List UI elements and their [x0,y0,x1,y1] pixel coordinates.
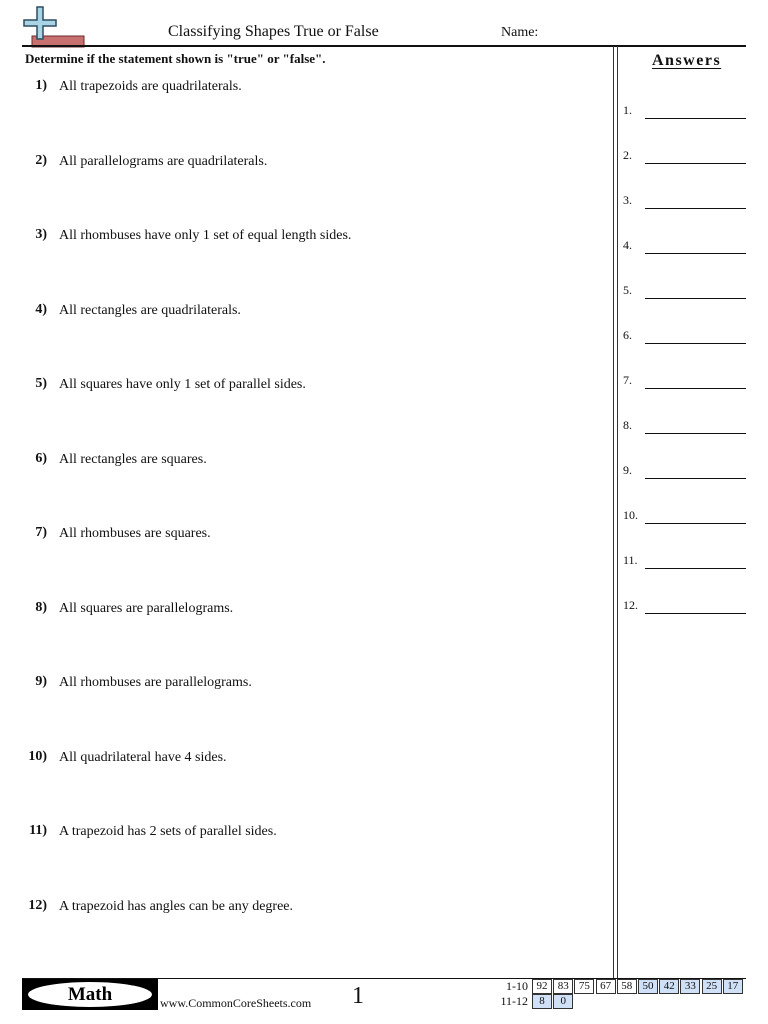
answer-blank[interactable] [645,118,746,119]
question-number: 2) [35,152,47,168]
answer-number: 7. [623,373,632,387]
answer-blank[interactable] [645,478,746,479]
answers-heading: Answers [652,52,722,69]
score-cell: 50 [638,979,658,994]
answer-number: 6. [623,328,632,342]
question-text: A trapezoid has angles can be any degree. [59,898,294,914]
answer-number: 12. [623,598,638,612]
answer-number: 1. [623,103,632,117]
question-text: All squares are parallelograms. [59,600,234,616]
question-number: 12) [28,897,47,913]
score-cell: 92 [532,979,552,994]
question-text: All squares have only 1 set of parallel sides. [59,377,306,392]
question-text: All parallelograms are quadrilaterals. [59,153,268,169]
question-text: All rhombuses have only 1 set of equal length sides. [59,228,352,243]
column-divider-left [613,46,614,979]
question-number: 10) [28,748,47,764]
score-row-label: 1-10 [506,979,528,993]
score-cell: 8 [532,994,552,1009]
logo-icon [22,6,88,48]
score-cell: 25 [702,979,722,994]
math-badge [22,979,158,1010]
score-cell: 67 [596,979,616,994]
score-cell: 33 [680,979,700,994]
answer-blank[interactable] [645,253,746,254]
question-number: 6) [35,450,47,466]
question-text: All rhombuses are parallelograms. [59,675,252,690]
page-title: Classifying Shapes True or False [168,23,379,40]
score-cell: 75 [574,979,594,994]
answer-number: 2. [623,148,632,162]
answer-number: 5. [623,283,632,297]
score-cell: 58 [617,979,637,994]
answer-blank[interactable] [645,388,746,389]
question-number: 8) [35,599,47,615]
answer-blank[interactable] [645,163,746,164]
answer-blank[interactable] [645,433,746,434]
answer-blank[interactable] [645,298,746,299]
answer-number: 11. [623,553,638,567]
question-number: 5) [35,376,47,391]
score-row-label: 11-12 [500,994,528,1008]
name-label: Name: [501,25,539,40]
question-text: All rectangles are quadrilaterals. [59,302,241,318]
page-number: 1 [352,983,364,1009]
question-text: All rectangles are squares. [59,451,207,467]
answer-number: 9. [623,463,632,477]
answer-number: 8. [623,418,632,432]
question-number: 4) [35,301,47,317]
score-cell: 0 [553,994,573,1009]
answer-number: 10. [623,508,638,522]
score-cell: 83 [553,979,573,994]
answer-blank[interactable] [645,208,746,209]
score-cell: 42 [659,979,679,994]
question-number: 11) [29,823,47,838]
question-number: 9) [35,674,47,689]
header-divider [22,45,746,47]
column-divider-right [617,46,618,979]
website-link: www.CommonCoreSheets.com [160,996,312,1010]
question-text: All quadrilateral have 4 sides. [59,749,227,765]
instruction-text: Determine if the statement shown is "true" or "false". [25,51,326,66]
answer-blank[interactable] [645,568,746,569]
answer-blank[interactable] [645,523,746,524]
question-number: 7) [35,525,47,540]
answer-blank[interactable] [645,343,746,344]
question-number: 3) [35,227,47,242]
answer-blank[interactable] [645,613,746,614]
question-text: All rhombuses are squares. [59,526,211,541]
answer-number: 4. [623,238,632,252]
answer-number: 3. [623,193,632,207]
question-text: A trapezoid has 2 sets of parallel sides. [59,824,277,839]
question-text: All trapezoids are quadrilaterals. [59,79,242,94]
score-cell: 17 [723,979,743,994]
question-number: 1) [35,78,47,93]
math-badge-label: Math [28,982,152,1007]
